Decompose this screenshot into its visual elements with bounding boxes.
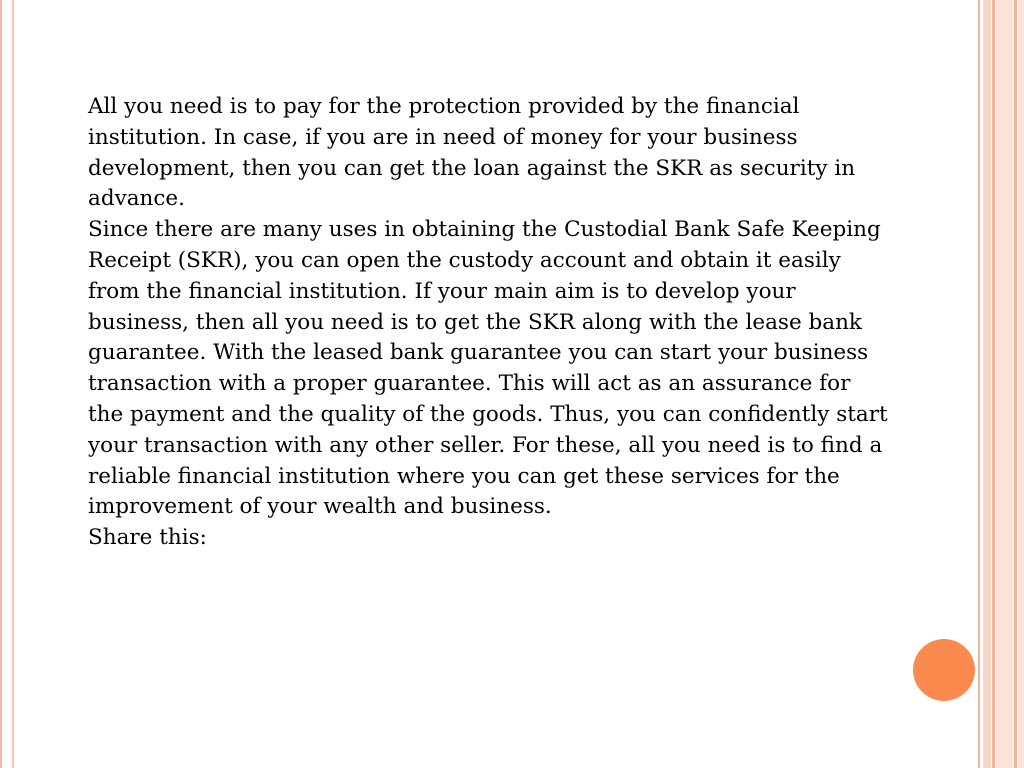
body-paragraph-1: All you need is to pay for the protection provided by the financial institution. In case, if you are in need of money for your business development, then you can get the loan against the SKR as security in advance. (88, 94, 856, 212)
right-border-stripe (992, 0, 995, 768)
share-label: Share this: (88, 525, 207, 551)
right-border-stripe (983, 0, 991, 768)
right-border-stripe (996, 0, 1013, 768)
right-border-stripe (978, 0, 980, 768)
decorative-circle-icon (913, 639, 975, 701)
left-border-line (0, 0, 2, 768)
right-border-stripe (1018, 0, 1024, 768)
left-border-inner-line (12, 0, 14, 768)
slide-body (88, 92, 888, 554)
body-paragraph-2: Since there are many uses in obtaining the Custodial Bank Safe Keeping Receipt (SKR), you can open the custody account and obtain it easily from the financial institution. If your main aim is to develop your business, then all you need is to get the SKR along with the lease bank guarantee. With the leased bank guarantee you can start your business transaction with a proper guarantee. This will act as an assurance for the payment and the quality of the goods. Thus, you can confidently start your transaction with any other seller. For these, all you need is to find a reliable financial institution where you can get these services for the improvement of your wealth and business. (88, 217, 888, 520)
right-border-stripe (1014, 0, 1017, 768)
